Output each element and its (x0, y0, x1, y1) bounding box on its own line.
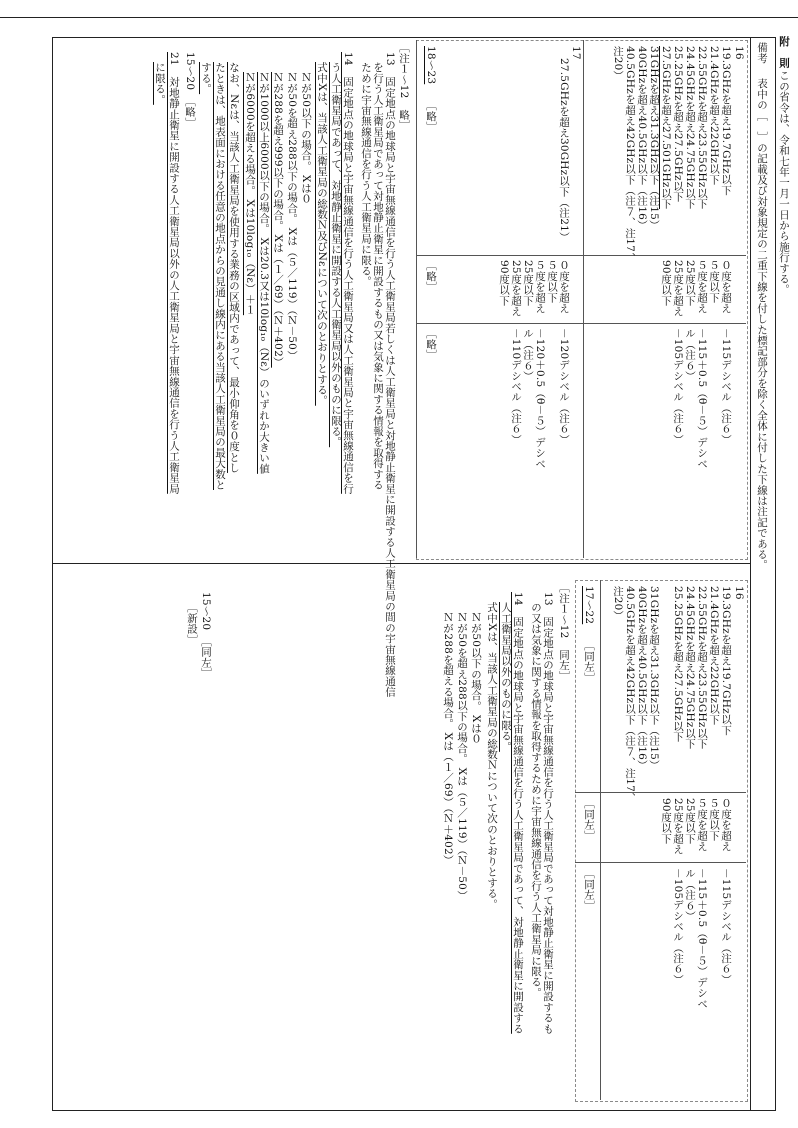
new-row17-angle-3: 25度以下 (522, 260, 534, 306)
new-row17-value-3: －110デシベル（注６） (510, 328, 522, 445)
new-note-14-list-1: Ｎが50を超え288以下の場合。 Xは（５／119）（Ｎ－50） (286, 72, 298, 361)
old-row16-freq-0: 19.3GHzを超え19.7GHz以下 (720, 586, 732, 736)
old-row16-value-3: －105デシベル（注６） (672, 868, 684, 985)
remarks-label: 備考 (756, 42, 768, 64)
new-note-13-line-0: 13 固定地点の地球局と宇宙無線通信を行う人工衛星局若しくは人工衛星局と対地静止衛星に開設する人工衛星局の間の宇宙無線通信 (384, 52, 396, 698)
new-note-14-list-0: Ｎが50以下の場合。 Xは０ (300, 72, 312, 204)
old-row17-c1: ［同左］ (583, 640, 595, 683)
supplementary-text: この省令は、令和七年一月一日から施行する。 (778, 70, 790, 295)
new-row17-angle-0: ０度を超え (558, 260, 570, 314)
old-note-14-list-0: Ｎが50以下の場合。 Xは０ (470, 612, 482, 744)
new-note-14-extra-2: する。 (200, 62, 212, 95)
remarks-text: 表中の［ ］の記載及び対象規定の二重下線を付した標記部分を除く全体に付した下線は注記である。 (756, 78, 768, 571)
new-note-13-line-1: を行う人工衛星局であって対地静止衛星に開設するもの又は気象に関する情報を取得する (372, 62, 384, 490)
new-row16-freq-2: 22.55GHzを超え23.55GHz以下 (696, 46, 708, 209)
old-row16-freq-1: 21.4GHzを超え22GHz以下 (708, 586, 720, 725)
old-row16-freq-7: 40GHzを超え40.5GHz以下（注16） (636, 586, 648, 771)
new-note-14-line-1: う人工衛星局であって、対地静止衛星に開設する人工衛星局以外のものに限る。 (330, 62, 342, 448)
new-old-divider (52, 563, 751, 564)
new-row17-value-0: －120デシベル（注６） (558, 328, 570, 445)
new-row16-value-3: －105デシベル（注６） (672, 328, 684, 445)
new-row16-freq-8: 40.5GHzを超え42GHz以下（注７、注17、 (624, 46, 636, 263)
old-note-14-list-2: Ｎが288を超える場合。 Xは（１／69）（Ｎ＋402） (442, 612, 454, 866)
new-note-1-12: ［注１～12 略］ (398, 42, 410, 131)
old-note-new: ［新設］ (186, 602, 198, 645)
old-row17-c2: ［同左］ (583, 798, 595, 841)
new-note-14-extra-0: なお、Nεは、当該人工衛星局を使用する業務の区域内であって、最小仰角を０度とし (228, 62, 240, 473)
new-row16-freq-4: 25.25GHzを超え27.5GHz以下 (672, 46, 684, 203)
old-note-14-line-2: 式中Xは、当該人工衛星局の総数Ｎについて次のとおりとする。 (486, 602, 498, 910)
old-row16-angle-0: ０度を超え (720, 798, 732, 852)
old-row16-angle-3: 25度以下 (684, 798, 696, 844)
new-row18-c3: ［略］ (425, 328, 437, 361)
old-row16-angle-2: ５度を超え (696, 798, 708, 852)
new-row17-number: 17 (570, 46, 582, 60)
new-note-15-20: 15～20 ［略］ (184, 52, 196, 128)
new-row18-range: 18～23 (425, 46, 437, 85)
old-row16-angle-4: 25度を超え (672, 798, 684, 855)
new-row16-value-2: ル（注６） (684, 328, 696, 382)
new-row16-value-1: －115＋0.5（θ－５）デシベ (696, 328, 708, 469)
old-note-14-line-0: 14 固定地点の地球局と宇宙無線通信を行う人工衛星局であって、対地静止衛星に開設する (512, 592, 524, 1034)
new-row17-angle-2: ５度を超え (534, 260, 546, 314)
old-note-14-line-1: 人工衛星局以外のものに限る。 (500, 602, 512, 752)
new-row17-freq-0: 27.5GHzを超え30GHz以下（注21） (558, 58, 570, 243)
new-row16-angle-1: ５度以下 (708, 260, 720, 303)
new-row16-freq-7: 40GHzを超え40.5GHz以下（注16） (636, 46, 648, 231)
new-note-14-list-4: Ｎが6000を超える場合。 Xは10log₁₀（Nε）＋１ (244, 72, 256, 316)
new-note-14-list-3: Ｎが1000以上6000以下の場合。 Xは20.3又は10log₁₀（Nε）のいずれか大きい値 (258, 72, 270, 474)
old-table-row-line-17 (600, 580, 601, 1100)
old-row16-freq-2: 22.55GHzを超え23.55GHz以下 (696, 586, 708, 749)
new-row16-freq-3: 24.45GHzを超え24.75GHz以下 (684, 46, 696, 209)
old-row17-c3: ［同左］ (583, 868, 595, 911)
new-note-14-line-0: 14 固定地点の地球局と宇宙無線通信を行う人工衛星局又は人工衛星局と宇宙無線通信を行 (342, 52, 354, 494)
new-row17-angle-5: 90度以下 (498, 260, 510, 306)
old-note-14-list-1: Ｎが50を超え288以下の場合。 Xは（５／119）（Ｎ－50） (456, 612, 468, 901)
new-row16-angle-5: 90度以下 (660, 260, 672, 306)
new-note-21-line-0: 21 対地静止衛星に開設する人工衛星局以外の人工衛星局と宇宙無線通信を行う人工衛星局 (168, 52, 180, 494)
new-note-13-line-2: ために宇宙無線通信を行う人工衛星局に限る。 (360, 62, 372, 287)
old-row16-freq-9: 注20） (612, 586, 624, 622)
new-row18-c1: ［略］ (425, 100, 437, 133)
supplementary-heading: 附 則 (778, 36, 790, 69)
old-row16-value-0: －115デシベル（注６） (720, 868, 732, 985)
old-row16-freq-4: 25.25GHzを超え27.5GHz以下 (672, 586, 684, 743)
old-row16-value-2: ル（注６） (684, 868, 696, 922)
new-row17-angle-4: 25度を超え (510, 260, 522, 317)
old-row16-value-1: －115＋0.5（θ－５）デシベ (696, 868, 708, 1009)
new-table-col-line-2 (416, 323, 746, 324)
new-table-row-line-16 (416, 40, 417, 558)
new-row17-value-2: ル（注６） (522, 328, 534, 382)
new-row17-angle-1: ５度以下 (546, 260, 558, 303)
new-row16-freq-1: 21.4GHzを超え22GHz以下 (708, 46, 720, 185)
remarks-column-divider (750, 37, 751, 1110)
new-table-col-line-1 (416, 255, 746, 256)
new-row16-angle-0: ０度を超え (720, 260, 732, 314)
new-row17-value-1: －120＋0.5（θ－５）デシベ (534, 328, 546, 469)
new-table-row-line-17 (583, 40, 584, 558)
old-note-1-12: ［注１～12 同左］ (558, 582, 570, 682)
new-row16-value-0: －115デシベル（注６） (720, 328, 732, 445)
top-rule (0, 17, 798, 18)
old-note-13-line-1: の又は気象に関する情報を取得するために宇宙無線通信を行う人工衛星局に限る。 (530, 602, 542, 998)
old-row16-number: 16 (733, 586, 745, 600)
new-row16-angle-4: 25度を超え (672, 260, 684, 317)
new-note-14-line-2: 式中Xは、当該人工衛星局の総数Ｎ及びNεについて次のとおりとする。 (316, 62, 328, 406)
old-note-15-20: 15～20 ［同左］ (200, 592, 212, 679)
old-row16-angle-1: ５度以下 (708, 798, 720, 841)
old-row16-freq-8: 40.5GHzを超え42GHz以下（注７、注17、 (624, 586, 636, 803)
old-row16-angle-5: 90度以下 (660, 798, 672, 844)
old-row16-freq-6: 31GHzを超え31.3GHz以下（注15） (648, 586, 660, 771)
old-row17-range: 17～22 (583, 586, 595, 625)
new-note-14-extra-1: たときは、地表面における任意の地点からの見通し線内にある当該人工衛星局の最大数と (214, 62, 226, 490)
new-row16-angle-3: 25度以下 (684, 260, 696, 306)
new-row16-freq-6: 31GHzを超え31.3GHz以下（注15） (648, 46, 660, 231)
new-row16-freq-9: 注20） (612, 46, 624, 82)
new-note-14-list-2: Ｎが288を超え999以下の場合。 Xは（１／69）（Ｎ＋402） (272, 72, 284, 368)
new-row16-angle-2: ５度を超え (696, 260, 708, 314)
old-note-13-line-0: 13 固定地点の地球局と宇宙無線通信を行う人工衛星局であって対地静止衛星に開設するも (542, 592, 554, 1034)
new-note-21-line-1: に限る。 (154, 62, 166, 105)
new-row16-freq-0: 19.3GHzを超え19.7GHz以下 (720, 46, 732, 196)
new-row18-c2: ［略］ (425, 260, 437, 293)
new-row16-number: 16 (733, 46, 745, 60)
new-row16-freq-5: 27.5GHzを超え27.501GHz以下 (660, 46, 672, 209)
old-row16-freq-3: 24.45GHzを超え24.75GHz以下 (684, 586, 696, 749)
